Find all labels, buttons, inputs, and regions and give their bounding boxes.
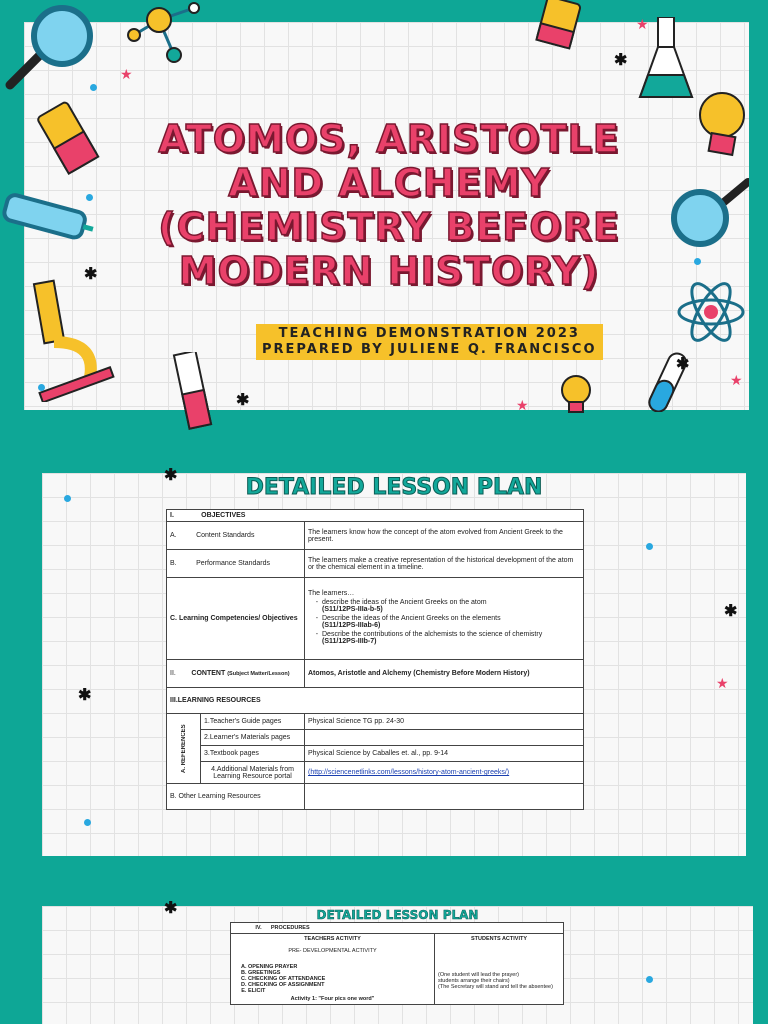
references-label: A. REFERENCES xyxy=(167,714,201,784)
subtitle-line: TEACHING DEMONSTRATION 2023 xyxy=(278,326,580,341)
list-item: E. ELICIT xyxy=(248,988,431,994)
dot-icon xyxy=(646,543,653,550)
section-number: II. xyxy=(170,670,176,677)
competency-code: (S11/12PS-IIIa-b-5) xyxy=(322,606,383,613)
reference-link[interactable]: (http://sciencenetlinks.com/lessons/history-atom-ancient-greeks/) xyxy=(308,769,510,776)
subtitle-banner xyxy=(256,324,603,360)
table-row xyxy=(231,934,564,1005)
table-row xyxy=(167,522,584,550)
dot-icon xyxy=(646,976,653,983)
lesson-plan-heading: DETAILED LESSON PLAN xyxy=(245,475,543,500)
row-label: Content Standards xyxy=(196,532,255,539)
list-item xyxy=(322,615,580,629)
other-resources-value xyxy=(305,784,584,810)
student-note: (One student will lead the prayer) xyxy=(438,972,520,978)
dot-icon xyxy=(84,819,91,826)
table-row xyxy=(167,550,584,578)
table-row xyxy=(167,578,584,660)
row-number: A. xyxy=(170,532,177,539)
performance-standards-label xyxy=(167,550,305,578)
lesson-plan-slide xyxy=(42,467,746,856)
table-row xyxy=(231,923,564,934)
competencies-label: C. Learning Competencies/ Objectives xyxy=(167,578,305,660)
title-slide xyxy=(24,16,749,413)
section-label: OBJECTIVES xyxy=(201,512,246,519)
atom-icon xyxy=(676,277,746,347)
section-label: CONTENT xyxy=(191,670,226,677)
title-line: (CHEMISTRY BEFORE xyxy=(158,205,620,249)
dot-icon xyxy=(38,384,45,391)
student-note: students arrange their chairs) xyxy=(438,978,510,984)
table-row xyxy=(167,688,584,714)
goggles-icon xyxy=(0,192,95,247)
list-item: C. CHECKING OF ATTENDANCE xyxy=(248,976,431,982)
star-icon: ★ xyxy=(730,372,743,388)
list-item: D. CHECKING OF ASSIGNMENT xyxy=(248,982,431,988)
reference-label: 2.Learner's Materials pages xyxy=(201,730,305,746)
competencies-intro: The learners… xyxy=(308,590,355,597)
list-item xyxy=(322,631,580,645)
sparkle-icon: ✱ xyxy=(676,356,690,373)
list-item xyxy=(322,599,580,613)
magnifier-icon xyxy=(664,172,749,252)
reference-label: 1.Teacher's Guide pages xyxy=(201,714,305,730)
teachers-activity-column xyxy=(231,934,435,1005)
table-row xyxy=(167,660,584,688)
competencies-value xyxy=(305,578,584,660)
sparkle-icon: ✱ xyxy=(84,266,98,283)
title-line: MODERN HISTORY) xyxy=(178,249,600,293)
column-header: STUDENTS ACTIVITY xyxy=(470,936,528,942)
dot-icon xyxy=(86,194,93,201)
column-header: TEACHERS ACTIVITY xyxy=(304,936,361,942)
section-number: I. xyxy=(170,512,174,519)
sparkle-icon: ✱ xyxy=(614,52,628,69)
competency-code: (S11/12PS-IIIb-7) xyxy=(322,638,377,645)
table-row xyxy=(167,714,584,730)
table-row xyxy=(167,746,584,762)
molecule-icon xyxy=(119,0,219,70)
subtitle-line: PREPARED BY JULIENE Q. FRANCISCO xyxy=(262,342,597,357)
microscope-icon xyxy=(19,272,119,402)
content-standards-label xyxy=(167,522,305,550)
content-value: Atomos, Aristotle and Alchemy (Chemistry Before Modern History) xyxy=(305,660,584,688)
row-number: B. xyxy=(170,560,177,567)
procedures-table xyxy=(230,922,564,1005)
content-standards-value: The learners know how the concept of the atom evolved from Ancient Greek to the present. xyxy=(305,522,584,550)
dot-icon xyxy=(694,258,701,265)
pre-developmental-label: PRE- DEVELOPMENTAL ACTIVITY xyxy=(288,948,377,954)
reference-label: 4.Additional Materials from Learning Resource portal xyxy=(201,762,305,784)
lightbulb-icon xyxy=(556,374,596,414)
presentation-title xyxy=(154,117,624,293)
procedures-slide xyxy=(42,900,753,1024)
table-row xyxy=(167,730,584,746)
table-row xyxy=(167,762,584,784)
sparkle-icon: ✱ xyxy=(164,900,178,917)
row-label: Performance Standards xyxy=(196,560,271,567)
activity-label: Activity 1: "Four pics one word" xyxy=(290,996,375,1002)
procedures-heading: DETAILED LESSON PLAN xyxy=(316,908,479,922)
students-activity-column xyxy=(435,934,564,1005)
reference-value: Physical Science TG pp. 24-30 xyxy=(305,714,584,730)
table-row xyxy=(167,784,584,810)
other-resources-label: B. Other Learning Resources xyxy=(167,784,305,810)
procedure-steps xyxy=(234,964,431,994)
battery-icon xyxy=(529,0,589,55)
sparkle-icon: ✱ xyxy=(78,687,92,704)
competency-code: (S11/12PS-IIIab-6) xyxy=(322,622,381,629)
magnifier-icon xyxy=(0,0,120,90)
title-line: AND ALCHEMY xyxy=(228,161,550,205)
star-icon: ★ xyxy=(716,675,729,691)
lightbulb-icon xyxy=(690,87,750,167)
competency-text: Describe the ideas of the Ancient Greeks on the elements xyxy=(322,615,501,622)
title-line: ATOMOS, ARISTOTLE xyxy=(158,117,620,161)
performance-standards-value: The learners make a creative representation of the historical development of the atom or the chemical element in a timeline. xyxy=(305,550,584,578)
student-note: (The Secretary will stand and tell the absentee) xyxy=(438,984,553,990)
section-label: PROCEDURES xyxy=(270,925,310,931)
competency-text: describe the ideas of the Ancient Greeks on the atom xyxy=(322,599,487,606)
objectives-header xyxy=(167,510,584,522)
table-row xyxy=(167,510,584,522)
reference-value xyxy=(305,762,584,784)
list-item: A. OPENING PRAYER xyxy=(248,964,431,970)
competency-text: Describe the contributions of the alchemists to the science of chemistry xyxy=(322,631,543,638)
sparkle-icon: ✱ xyxy=(164,467,178,484)
resources-header: III.LEARNING RESOURCES xyxy=(167,688,584,714)
sparkle-icon: ✱ xyxy=(724,603,738,620)
procedures-header xyxy=(231,923,564,934)
sparkle-icon: ✱ xyxy=(236,392,250,409)
reference-label: 3.Textbook pages xyxy=(201,746,305,762)
lesson-plan-table xyxy=(166,509,584,810)
cylinder-icon xyxy=(164,352,224,432)
star-icon: ★ xyxy=(516,397,529,413)
content-label xyxy=(167,660,305,688)
star-icon: ★ xyxy=(120,66,133,82)
reference-value: Physical Science by Caballes et. al., pp. 9-14 xyxy=(305,746,584,762)
reference-value xyxy=(305,730,584,746)
section-sublabel: (Subject Matter/Lesson) xyxy=(227,671,290,677)
battery-icon xyxy=(34,100,104,180)
list-item: B. GREETINGS xyxy=(248,970,431,976)
competencies-list xyxy=(308,599,580,645)
dot-icon xyxy=(90,84,97,91)
star-icon: ★ xyxy=(636,16,649,32)
section-number: IV. xyxy=(255,925,262,931)
